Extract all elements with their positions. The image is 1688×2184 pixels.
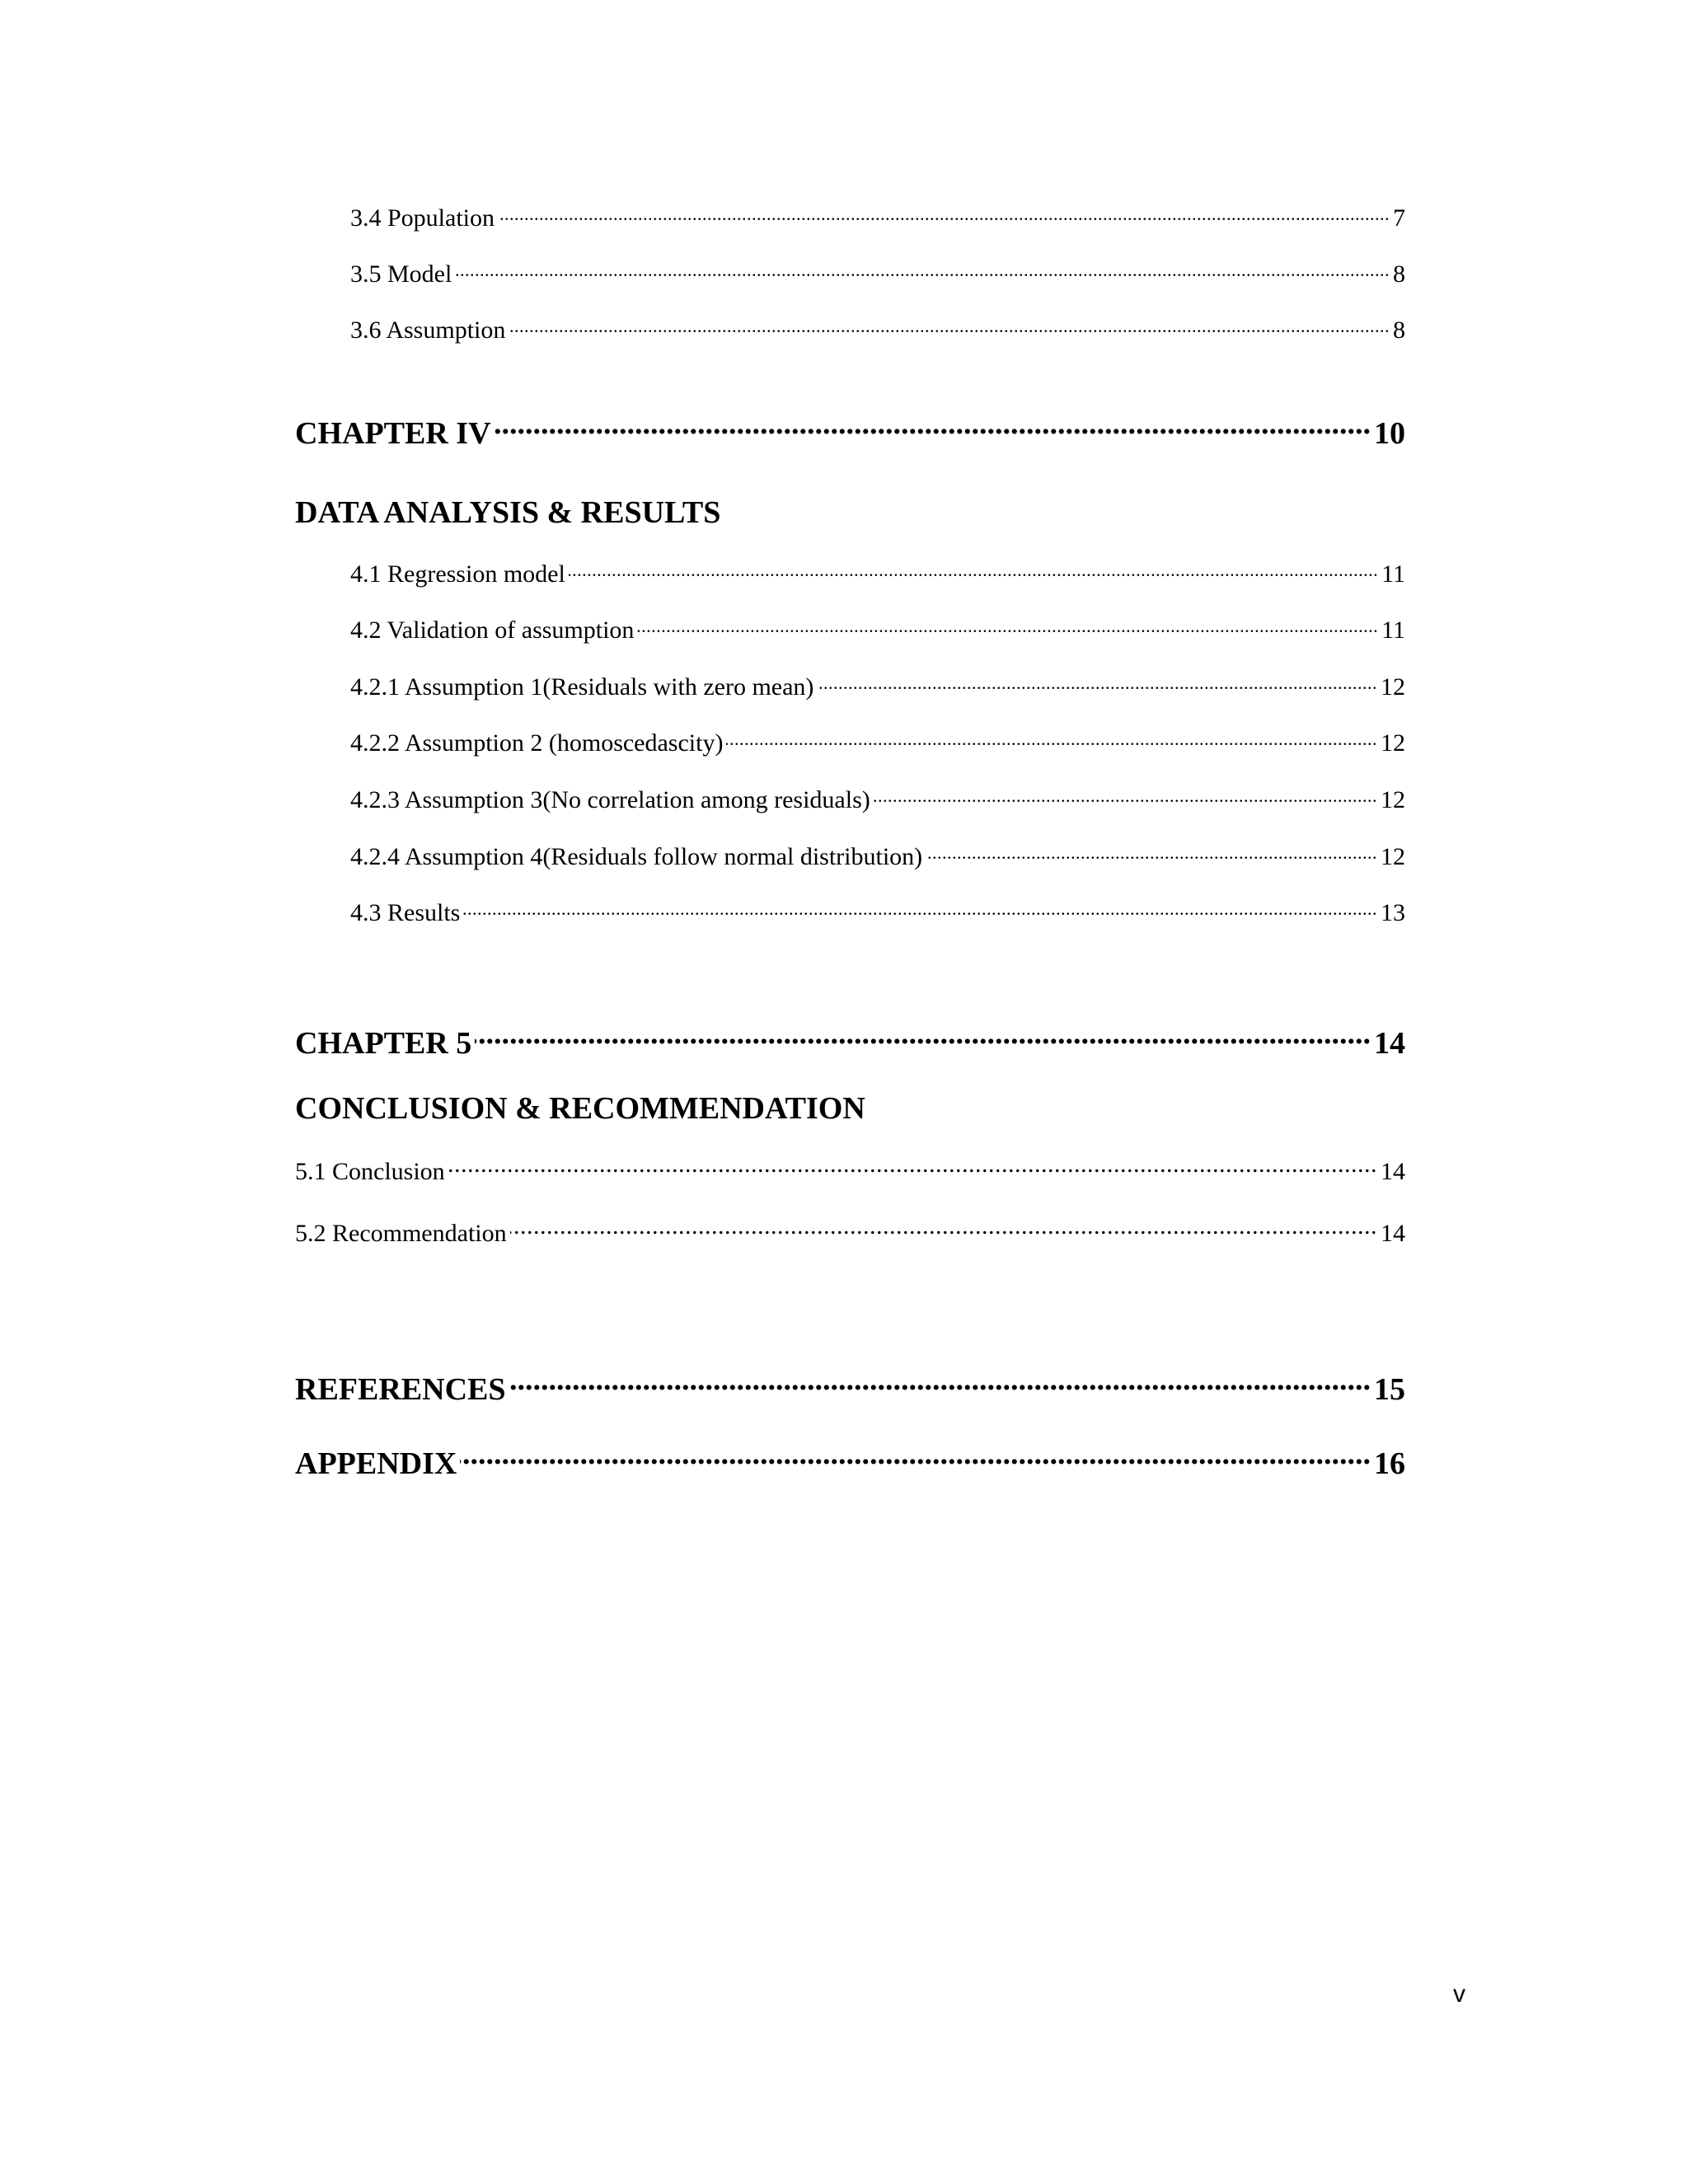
chapter-page: 10: [1374, 415, 1405, 451]
toc-entry-page: 14: [1381, 1158, 1405, 1185]
toc-chapter-5[interactable]: [295, 1015, 1405, 1062]
toc-entry-page: 12: [1381, 673, 1405, 701]
toc-entry-page: 13: [1381, 899, 1405, 926]
toc-entry-4-2-3[interactable]: [350, 778, 1405, 814]
references-title: REFERENCES: [295, 1371, 506, 1407]
dot-leader: [510, 1212, 1377, 1241]
toc-entry-page: 8: [1393, 316, 1405, 344]
toc-entry-page: 11: [1381, 560, 1405, 588]
toc-entry-page: 7: [1393, 204, 1405, 232]
dot-leader: [448, 1150, 1377, 1179]
toc-entry-page: 12: [1381, 843, 1405, 870]
chapter-5-subtitle: CONCLUSION & RECOMMENDATION: [295, 1091, 865, 1126]
dot-leader: [817, 665, 1377, 695]
dot-leader: [498, 196, 1390, 226]
dot-leader: [475, 1015, 1371, 1053]
toc-appendix[interactable]: [295, 1436, 1405, 1482]
dot-leader: [509, 1361, 1372, 1399]
page-number: v: [1453, 1980, 1465, 2008]
toc-entry-4-1[interactable]: [350, 552, 1405, 588]
chapter-title: CHAPTER 5: [295, 1025, 472, 1061]
toc-entry-label: 3.4 Population: [350, 204, 495, 232]
toc-chapter-4[interactable]: [295, 405, 1405, 452]
toc-entry-page: 11: [1381, 616, 1405, 644]
dot-leader: [460, 1436, 1371, 1474]
toc-entry-page: 14: [1381, 1220, 1405, 1247]
appendix-title: APPENDIX: [295, 1446, 457, 1481]
dot-leader: [726, 721, 1377, 751]
toc-entry-label: 3.6 Assumption: [350, 316, 506, 344]
references-page: 15: [1374, 1371, 1405, 1407]
toc-entry-4-3[interactable]: [350, 891, 1405, 927]
toc-entry-3-5[interactable]: [350, 252, 1405, 288]
toc-entry-page: 8: [1393, 260, 1405, 288]
dot-leader: [463, 891, 1377, 921]
toc-entry-label: 5.1 Conclusion: [295, 1158, 445, 1185]
toc-entry-5-2[interactable]: [295, 1212, 1405, 1248]
toc-entry-4-2-4[interactable]: [350, 835, 1405, 871]
toc-entry-label: 5.2 Recommendation: [295, 1220, 507, 1247]
toc-entry-label: 3.5 Model: [350, 260, 452, 288]
dot-leader: [637, 608, 1378, 638]
toc-entry-4-2-2[interactable]: [350, 721, 1405, 757]
toc-entry-label: 4.1 Regression model: [350, 560, 565, 588]
toc-entry-label: 4.2.2 Assumption 2 (homoscedascity): [350, 729, 724, 757]
dot-leader: [495, 405, 1371, 443]
chapter-page: 14: [1374, 1025, 1405, 1061]
chapter-title: CHAPTER IV: [295, 415, 491, 451]
toc-entry-label: 4.2.3 Assumption 3(No correlation among residuals): [350, 786, 870, 813]
toc-entry-4-2[interactable]: [350, 608, 1405, 644]
toc-entry-3-6[interactable]: [350, 308, 1405, 344]
toc-entry-5-1[interactable]: [295, 1150, 1405, 1186]
toc-entry-4-2-1[interactable]: [350, 665, 1405, 701]
chapter-4-subtitle: DATA ANALYSIS & RESULTS: [295, 495, 721, 530]
toc-entry-label: 4.2.4 Assumption 4(Residuals follow normal distribution): [350, 843, 923, 870]
appendix-page: 16: [1374, 1446, 1405, 1481]
toc-entry-label: 4.2 Validation of assumption: [350, 616, 635, 644]
dot-leader: [874, 778, 1377, 808]
dot-leader: [455, 252, 1390, 282]
toc-entry-label: 4.2.1 Assumption 1(Residuals with zero mean): [350, 673, 814, 701]
toc-entry-3-4[interactable]: [350, 196, 1405, 232]
toc-references[interactable]: [295, 1361, 1405, 1408]
toc-entry-page: 12: [1381, 786, 1405, 813]
dot-leader: [569, 552, 1378, 582]
toc-entry-label: 4.3 Results: [350, 899, 461, 926]
dot-leader: [926, 835, 1377, 865]
dot-leader: [509, 308, 1390, 338]
toc-entry-page: 12: [1381, 729, 1405, 757]
